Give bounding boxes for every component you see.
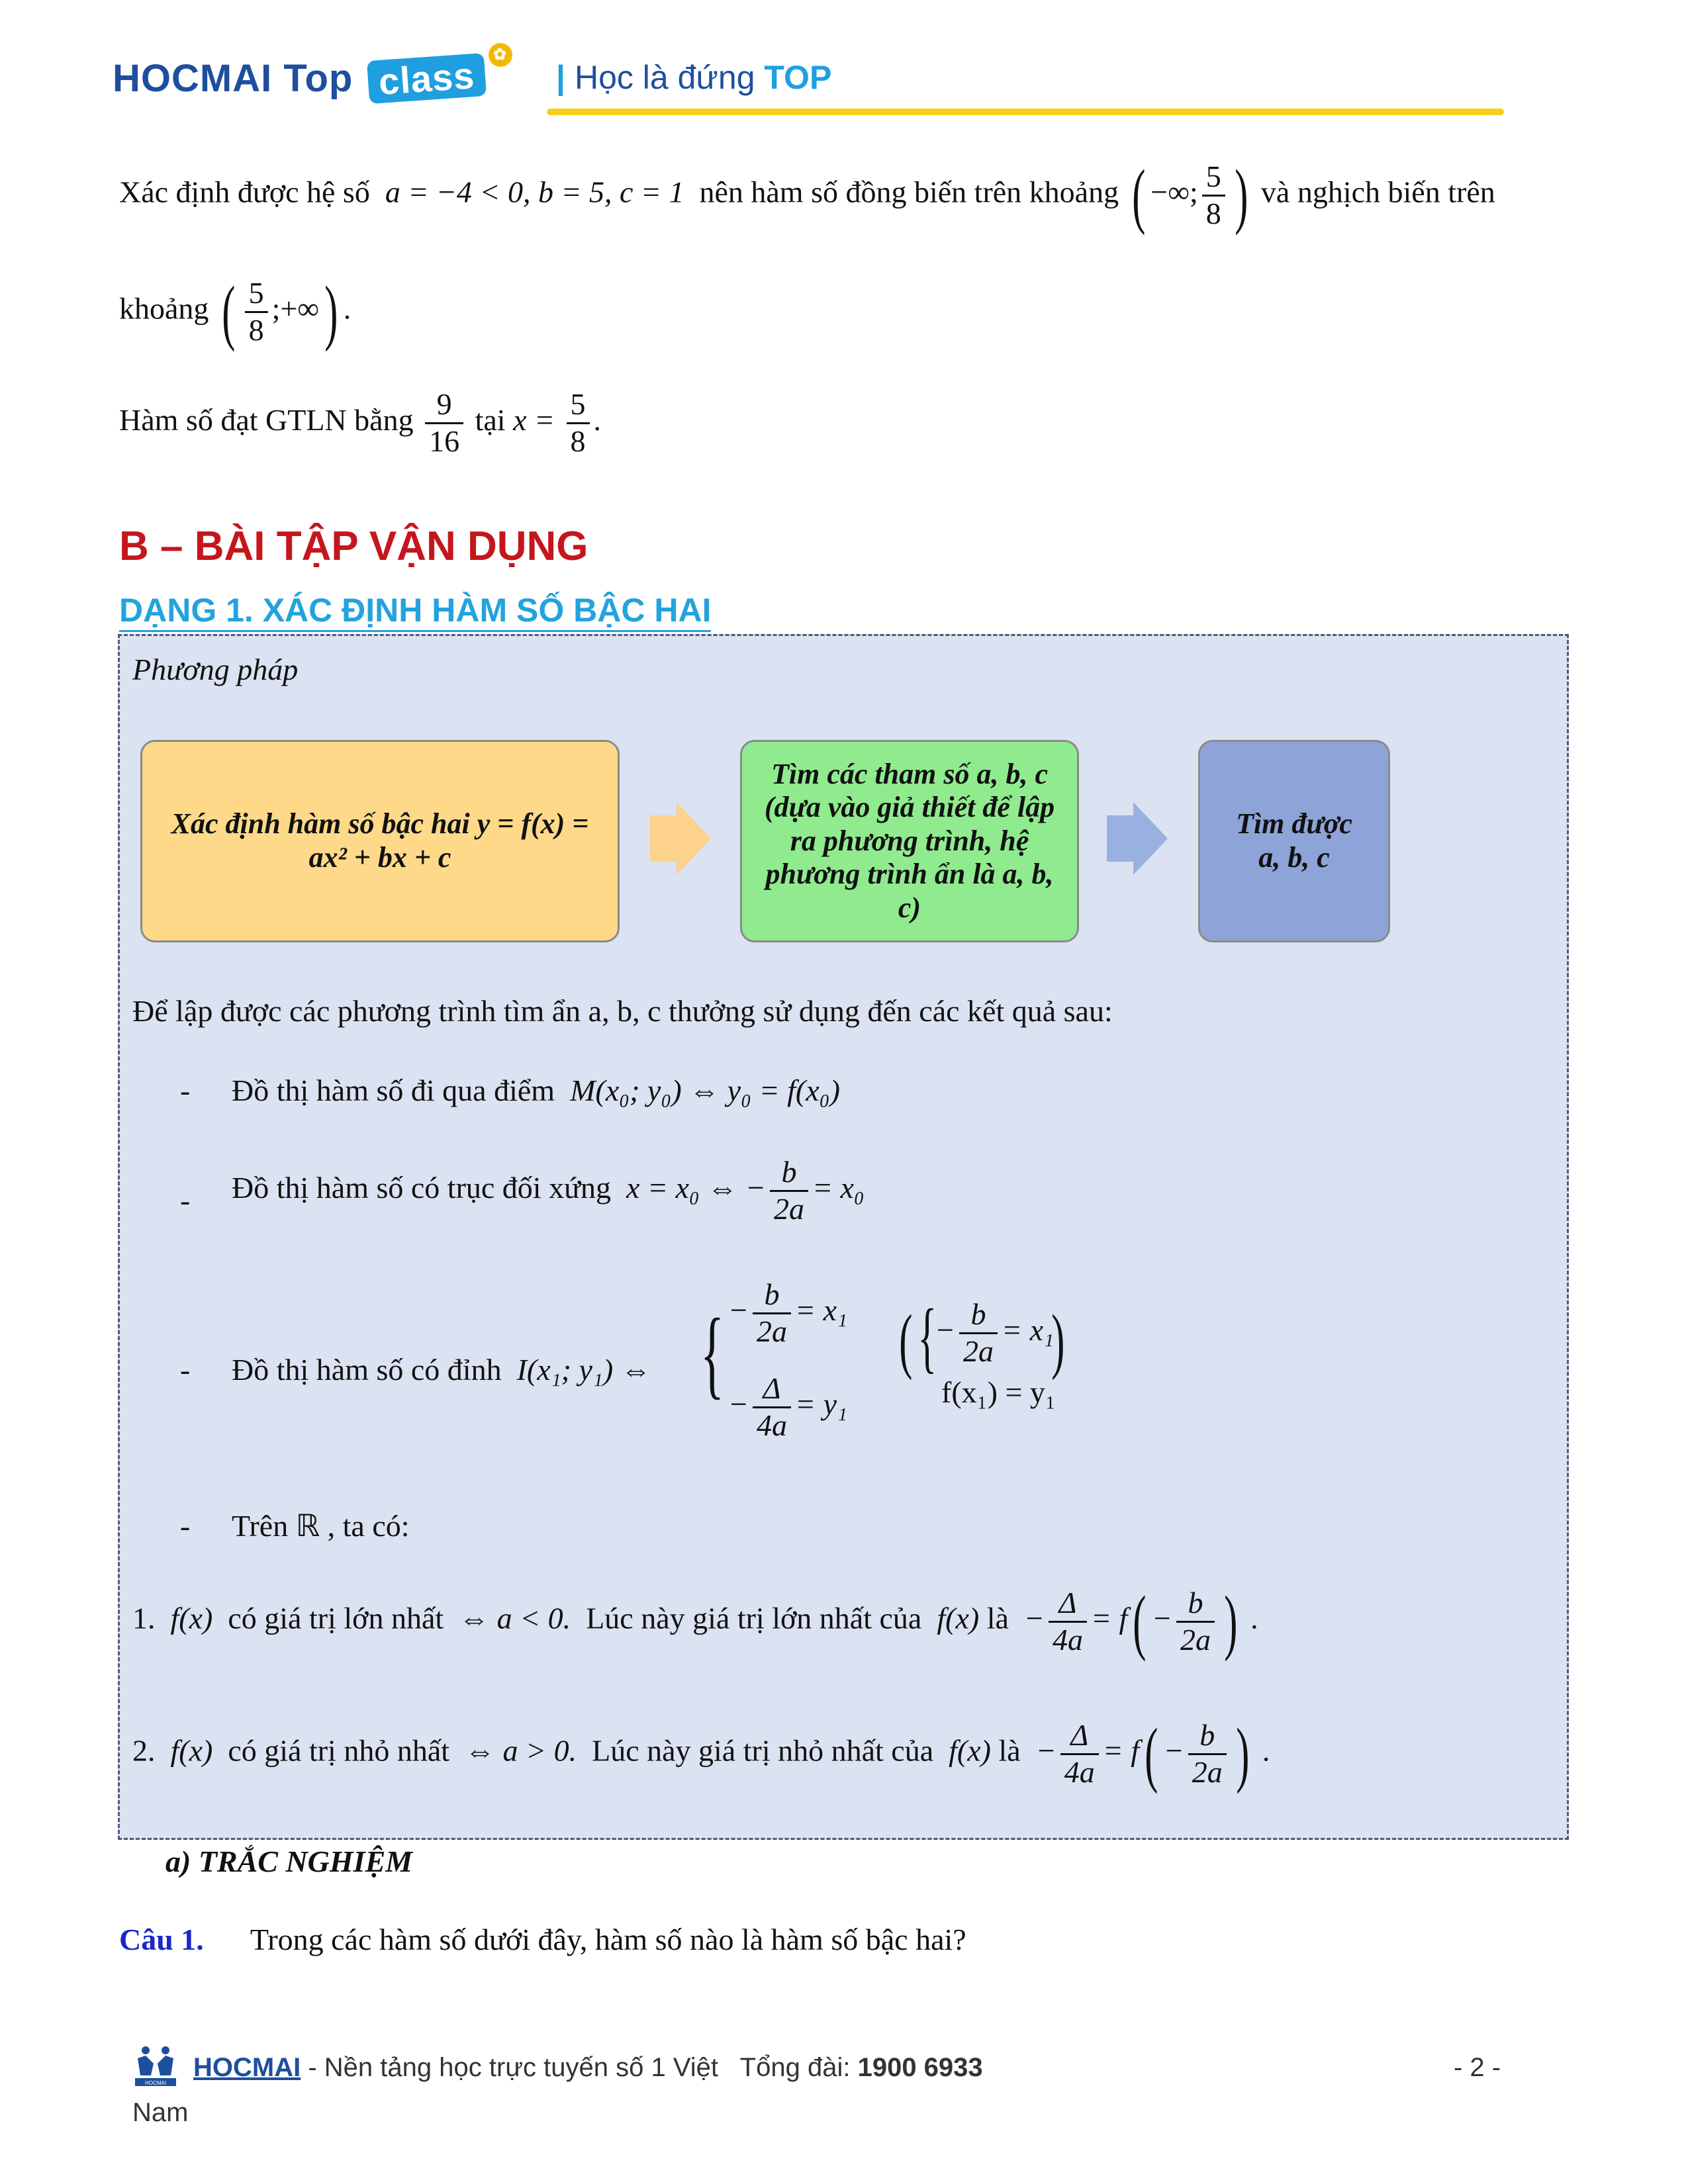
fraction: $\frac{5}{8}$ [245,276,268,348]
system-row-2: − $\frac{\Delta}{4a}$ = y₁ [728,1371,847,1442]
alt-row-1: − $\frac{b}{2a}$ = x₁ [935,1297,1054,1368]
intro-line-1 [119,155,1495,236]
hocmai-topclass-logo [113,46,508,103]
bullet-dash: - [180,1183,191,1217]
slogan-text: Học là đứng [575,59,755,96]
bullet-4: Trên ℝ , ta có: [232,1509,410,1543]
paren-right: ) [324,271,338,352]
page-number: - 2 - [1454,2053,1501,2082]
question-label: Câu 1. [119,1923,204,1956]
interval-left: −∞; [1150,175,1198,209]
slogan-divider: | [556,59,565,96]
dang1-underline [119,630,711,632]
bullet-dash: - [180,1073,191,1107]
question-1 [119,1922,966,1957]
header-slogan [556,58,831,97]
step-1-text: Xác định hàm số bậc hai y = f(x) = ax² + bx + c [171,807,589,874]
fx-math: f(x) [170,1733,213,1768]
trac-nghiem-heading: a) TRẮC NGHIỆM [165,1844,413,1878]
intro-text: tại [475,402,506,437]
hotline-number: 1900 6933 [857,2053,983,2082]
bullet-3-text [232,1351,651,1388]
intro-text: nên hàm số đồng biến trên khoảng [699,175,1119,209]
intro-line-2: khoảng ( $\frac{5}{8}$ ;+∞) . [119,271,352,352]
bullet-text: Đồ thị hàm số có đỉnh [232,1353,502,1387]
bullet-dash: - [180,1353,191,1387]
item-1: 1. f(x) có giá trị lớn nhất ⇔ a < 0. Lúc này giá trị lớn nhất của f(x) là − $\frac{\Delta}{4a}$ = f( − $\frac{b}{2a}$ ) . [132,1581,1258,1662]
svg-text:HOCMAI: HOCMAI [145,2080,166,2086]
step-3-text: Tìm được a, b, c [1236,807,1352,874]
paren-right: ) [1235,155,1248,236]
paren-left: ( [222,271,236,352]
method-label: Phương pháp [132,653,299,686]
step-3-box [1198,740,1390,942]
question-text: Trong các hàm số dưới đây, hàm số nào là hàm số bậc hai? [250,1923,966,1956]
bullet-math: I(x₁; y₁) ⇔ [516,1353,651,1387]
slogan-top: TOP [764,59,832,96]
alt-row-2: f(x₁) = y₁ [941,1375,1056,1409]
paren-left: ( [899,1300,913,1381]
logo-top-text: Top [283,57,353,100]
bullet-math: M(x₀; y₀) ⇔ y₀ = f(x₀) [570,1073,840,1107]
intro-text: Xác định được hệ số [119,175,370,209]
footer-text [193,2053,983,2083]
condition-math: ⇔ a > 0. [465,1733,577,1768]
header-underline [547,109,1504,115]
x-eq: x = [513,402,555,437]
fraction: $\frac{5}{8}$ [567,387,590,459]
star-icon: ✿ [489,43,512,67]
fraction: $\frac{5}{8}$ [1202,159,1225,232]
fx-math: f(x) [170,1601,213,1635]
bullet-math: = x₀ [812,1170,865,1205]
bullet-dash: - [180,1509,191,1543]
logo-class-badge: class [367,53,487,104]
brace-icon: { [700,1298,724,1408]
intro-text: Hàm số đạt GTLN bằng [119,402,414,437]
coef-math: a = −4 < 0, b = 5, c = 1 [385,175,684,209]
hotline-label: Tổng đài: [739,2053,851,2082]
intro-text: khoảng [119,291,209,326]
fraction-gtln: $\frac{9}{16}$ [425,387,463,459]
intro-line-3: Hàm số đạt GTLN bằng $\frac{9}{16}$ tại x = $\frac{5}{8}$ . [119,387,602,458]
dang1-title: DẠNG 1. XÁC ĐỊNH HÀM SỐ BẬC HAI [119,592,712,629]
footer-nam: Nam [132,2098,189,2127]
brace-icon: { [917,1293,937,1381]
step-1-box [140,740,620,942]
fraction: $\frac{b}{2a}$ [770,1155,808,1227]
intro-text: và nghịch biến trên [1260,175,1495,209]
condition-math: ⇔ a < 0. [459,1601,571,1635]
section-b-title: B – BÀI TẬP VẬN DỤNG [119,523,588,569]
step-2-text: Tìm các tham số a, b, c (dựa vào giả thiết để lập ra phương trình, hệ phương trình ẩn là a, b, c) [764,757,1055,924]
footer-brand-link[interactable]: HOCMAI [193,2053,301,2082]
step-2-box [740,740,1079,942]
bullet-text: Đồ thị hàm số đi qua điểm [232,1073,555,1107]
hocmai-footer-logo-icon [132,2044,179,2090]
bullet-text: Đồ thị hàm số có trục đối xứng [232,1170,612,1205]
logo-hocmai-text: HOCMAI [113,57,273,100]
paren-right: ) [1051,1300,1065,1381]
bullet-1 [232,1072,840,1109]
paren-left: ( [1131,155,1146,236]
bullet-math: x = x₀ ⇔ − [626,1170,766,1205]
footer-tagline: - Nền tảng học trực tuyến số 1 Việt [301,2053,719,2082]
method-intro-line: Để lập được các phương trình tìm ẩn a, b, c thưởng sử dụng đến các kết quả sau: [132,994,1113,1028]
item-2: 2. f(x) có giá trị nhỏ nhất ⇔ a > 0. Lúc này giá trị nhỏ nhất của f(x) là − $\frac{\Delta}{4a}$ = f( − $\frac{b}{2a}$ ) . [132,1713,1270,1794]
interval-right: ;+∞ [271,291,320,326]
bullet-2 [232,1155,865,1227]
system-row-1: − $\frac{b}{2a}$ = x₁ [728,1277,847,1348]
